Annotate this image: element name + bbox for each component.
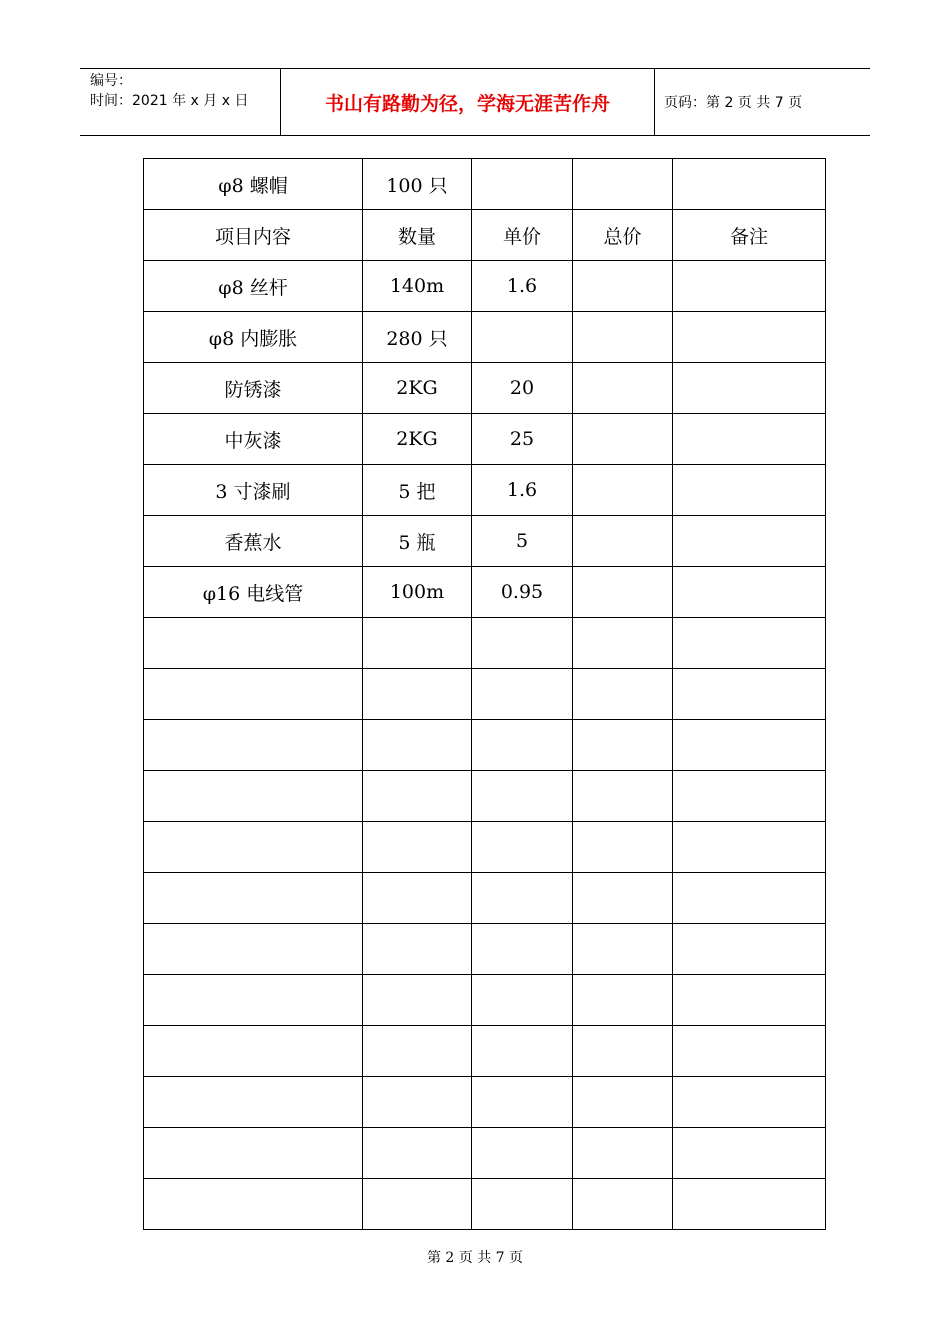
quantity-cell bbox=[363, 1179, 472, 1230]
remark-cell: 备注 bbox=[673, 210, 826, 261]
total-price-cell bbox=[573, 618, 673, 669]
quantity-cell: 5 把 bbox=[363, 465, 472, 516]
quantity-cell bbox=[363, 669, 472, 720]
quantity-cell: 140m bbox=[363, 261, 472, 312]
quantity-cell bbox=[363, 1026, 472, 1077]
total-price-cell bbox=[573, 465, 673, 516]
remark-cell bbox=[673, 567, 826, 618]
items-table bbox=[143, 158, 826, 1230]
remark-cell bbox=[673, 516, 826, 567]
item-name-cell bbox=[144, 618, 363, 669]
unit-price-cell bbox=[472, 873, 573, 924]
unit-price-cell bbox=[472, 1179, 573, 1230]
unit-price-cell bbox=[472, 1128, 573, 1179]
total-price-cell bbox=[573, 924, 673, 975]
item-name-cell bbox=[144, 975, 363, 1026]
quantity-cell: 280 只 bbox=[363, 312, 472, 363]
unit-price-cell bbox=[472, 720, 573, 771]
unit-price-cell bbox=[472, 771, 573, 822]
remark-cell bbox=[673, 975, 826, 1026]
unit-price-cell bbox=[472, 822, 573, 873]
remark-cell bbox=[673, 159, 826, 210]
quantity-cell: 2KG bbox=[363, 414, 472, 465]
table-row bbox=[144, 363, 826, 414]
item-name-cell: 项目内容 bbox=[144, 210, 363, 261]
table-row bbox=[144, 312, 826, 363]
quantity-cell bbox=[363, 873, 472, 924]
time-label: 时间：2021 年 x 月 x 日 bbox=[90, 93, 249, 109]
remark-cell bbox=[673, 720, 826, 771]
item-name-cell: 防锈漆 bbox=[144, 363, 363, 414]
header-page-info: 页码：第 2 页 共 7 页 bbox=[664, 95, 803, 111]
table-row bbox=[144, 210, 826, 261]
unit-price-cell bbox=[472, 618, 573, 669]
total-price-cell bbox=[573, 975, 673, 1026]
item-name-cell bbox=[144, 1026, 363, 1077]
quantity-cell: 100 只 bbox=[363, 159, 472, 210]
item-name-cell bbox=[144, 720, 363, 771]
total-price-cell bbox=[573, 159, 673, 210]
item-name-cell: 3 寸漆刷 bbox=[144, 465, 363, 516]
total-price-cell bbox=[573, 1179, 673, 1230]
header-meta bbox=[90, 71, 280, 111]
item-name-cell: φ8 丝杆 bbox=[144, 261, 363, 312]
quantity-cell bbox=[363, 924, 472, 975]
table-row bbox=[144, 414, 826, 465]
total-price-cell: 总价 bbox=[573, 210, 673, 261]
total-price-cell bbox=[573, 1026, 673, 1077]
table-row bbox=[144, 159, 826, 210]
unit-price-cell: 单价 bbox=[472, 210, 573, 261]
remark-cell bbox=[673, 771, 826, 822]
unit-price-cell bbox=[472, 975, 573, 1026]
total-price-cell bbox=[573, 414, 673, 465]
header-motto: 书山有路勤为径，学海无涯苦作舟 bbox=[324, 92, 610, 115]
item-name-cell bbox=[144, 822, 363, 873]
remark-cell bbox=[673, 1179, 826, 1230]
table-row bbox=[144, 261, 826, 312]
remark-cell bbox=[673, 465, 826, 516]
table-row bbox=[144, 669, 826, 720]
total-price-cell bbox=[573, 363, 673, 414]
page-footer: 第 2 页 共 7 页 bbox=[426, 1250, 524, 1266]
remark-cell bbox=[673, 1077, 826, 1128]
item-name-cell: 中灰漆 bbox=[144, 414, 363, 465]
table-row bbox=[144, 1179, 826, 1230]
item-name-cell: φ8 内膨胀 bbox=[144, 312, 363, 363]
item-name-cell: 香蕉水 bbox=[144, 516, 363, 567]
table-row bbox=[144, 618, 826, 669]
item-name-cell bbox=[144, 1128, 363, 1179]
quantity-cell: 数量 bbox=[363, 210, 472, 261]
unit-price-cell bbox=[472, 1026, 573, 1077]
item-name-cell bbox=[144, 924, 363, 975]
item-name-cell bbox=[144, 873, 363, 924]
table-row bbox=[144, 771, 826, 822]
remark-cell bbox=[673, 1128, 826, 1179]
table-row bbox=[144, 1026, 826, 1077]
quantity-cell bbox=[363, 771, 472, 822]
unit-price-cell: 25 bbox=[472, 414, 573, 465]
unit-price-cell bbox=[472, 159, 573, 210]
unit-price-cell: 1.6 bbox=[472, 465, 573, 516]
item-name-cell bbox=[144, 771, 363, 822]
remark-cell bbox=[673, 1026, 826, 1077]
total-price-cell bbox=[573, 1077, 673, 1128]
quantity-cell: 100m bbox=[363, 567, 472, 618]
table-row bbox=[144, 975, 826, 1026]
remark-cell bbox=[673, 873, 826, 924]
remark-cell bbox=[673, 822, 826, 873]
quantity-cell bbox=[363, 1077, 472, 1128]
table-row bbox=[144, 924, 826, 975]
quantity-cell: 5 瓶 bbox=[363, 516, 472, 567]
remark-cell bbox=[673, 618, 826, 669]
unit-price-cell bbox=[472, 669, 573, 720]
item-name-cell: φ16 电线管 bbox=[144, 567, 363, 618]
unit-price-cell: 0.95 bbox=[472, 567, 573, 618]
item-name-cell: φ8 螺帽 bbox=[144, 159, 363, 210]
unit-price-cell bbox=[472, 312, 573, 363]
remark-cell bbox=[673, 261, 826, 312]
item-name-cell bbox=[144, 1179, 363, 1230]
table-row bbox=[144, 1077, 826, 1128]
quantity-cell bbox=[363, 618, 472, 669]
total-price-cell bbox=[573, 312, 673, 363]
quantity-cell: 2KG bbox=[363, 363, 472, 414]
total-price-cell bbox=[573, 261, 673, 312]
quantity-cell bbox=[363, 1128, 472, 1179]
total-price-cell bbox=[573, 1128, 673, 1179]
table-row bbox=[144, 720, 826, 771]
unit-price-cell: 1.6 bbox=[472, 261, 573, 312]
quantity-cell bbox=[363, 720, 472, 771]
item-name-cell bbox=[144, 1077, 363, 1128]
remark-cell bbox=[673, 924, 826, 975]
unit-price-cell: 20 bbox=[472, 363, 573, 414]
header-divider bbox=[654, 69, 655, 135]
unit-price-cell bbox=[472, 924, 573, 975]
page-header bbox=[80, 68, 870, 136]
total-price-cell bbox=[573, 771, 673, 822]
quantity-cell bbox=[363, 975, 472, 1026]
table-row bbox=[144, 822, 826, 873]
total-price-cell bbox=[573, 516, 673, 567]
total-price-cell bbox=[573, 567, 673, 618]
remark-cell bbox=[673, 414, 826, 465]
unit-price-cell: 5 bbox=[472, 516, 573, 567]
table-row bbox=[144, 465, 826, 516]
table-row bbox=[144, 873, 826, 924]
table-row bbox=[144, 1128, 826, 1179]
remark-cell bbox=[673, 669, 826, 720]
table-row bbox=[144, 567, 826, 618]
items-table-body bbox=[144, 159, 826, 1230]
item-name-cell bbox=[144, 669, 363, 720]
total-price-cell bbox=[573, 669, 673, 720]
unit-price-cell bbox=[472, 1077, 573, 1128]
remark-cell bbox=[673, 312, 826, 363]
total-price-cell bbox=[573, 822, 673, 873]
total-price-cell bbox=[573, 873, 673, 924]
number-label: 编号： bbox=[90, 73, 132, 89]
quantity-cell bbox=[363, 822, 472, 873]
remark-cell bbox=[673, 363, 826, 414]
total-price-cell bbox=[573, 720, 673, 771]
table-row bbox=[144, 516, 826, 567]
